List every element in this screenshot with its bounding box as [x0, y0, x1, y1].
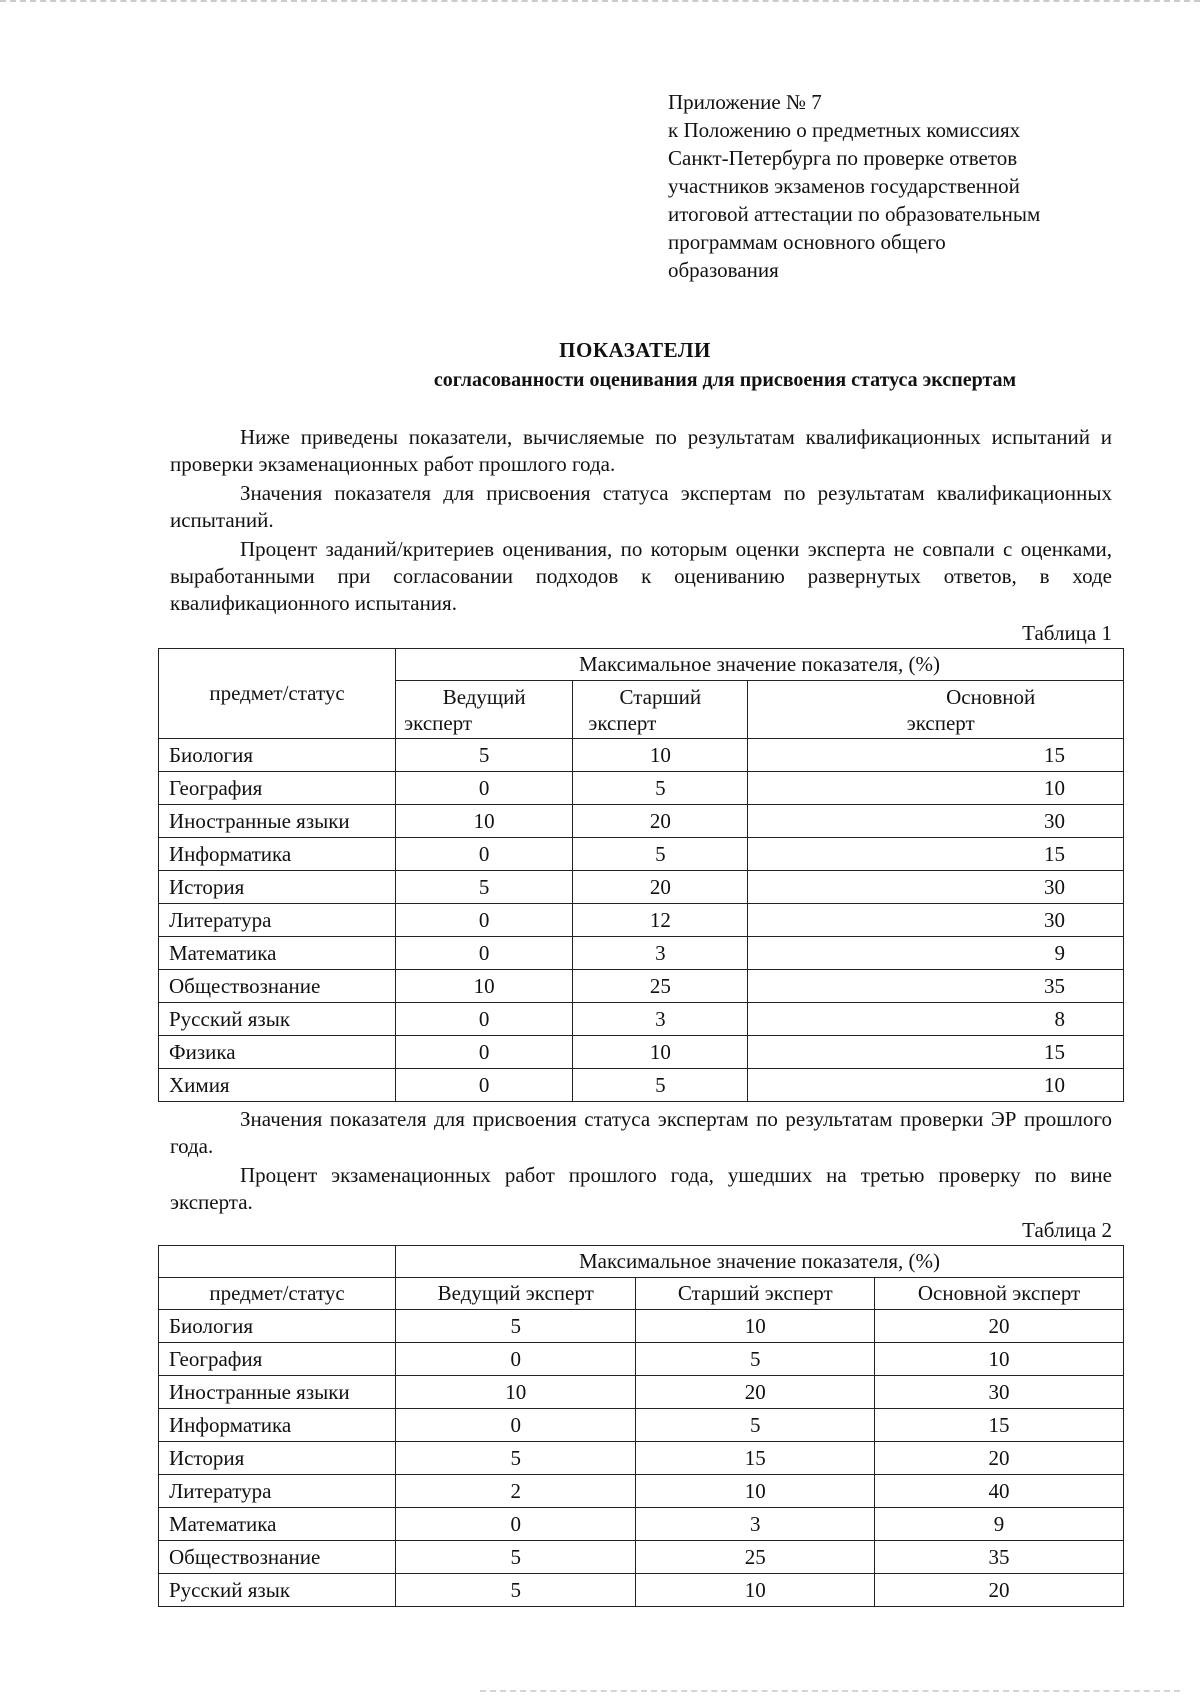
lead-value-cell: 5: [396, 871, 573, 904]
header-line: эксперт: [588, 710, 657, 735]
subject-cell: История: [159, 871, 396, 904]
senior-expert-header: Старший эксперт: [636, 1278, 875, 1310]
table-row: [159, 970, 1124, 1003]
subject-cell: Химия: [159, 1069, 396, 1102]
main-value-cell: 30: [748, 805, 1124, 838]
percent-qualification-paragraph: Процент заданий/критериев оценивания, по которым оценки эксперта не совпали с оценками, выработанными при согласовании подходов к оцениванию развернутых ответов, в ходе квалификационного испытания.: [170, 537, 1112, 615]
table1: [158, 648, 1124, 1102]
main-value-cell: 15: [875, 1409, 1124, 1442]
main-value-cell: 20: [875, 1574, 1124, 1607]
header-line: Ведущий: [442, 684, 526, 709]
senior-value-cell: 3: [573, 937, 748, 970]
appendix-line: итоговой аттестации по образовательным: [668, 202, 1041, 226]
subject-cell: Информатика: [159, 1409, 396, 1442]
group-header: Максимальное значение показателя, (%): [396, 649, 1124, 681]
main-value-cell: 15: [748, 739, 1124, 772]
main-value-cell: 10: [748, 1069, 1124, 1102]
header-line: Основной: [946, 684, 1036, 709]
senior-value-cell: 5: [573, 838, 748, 871]
table-row: [159, 739, 1124, 772]
table-row: [159, 1508, 1124, 1541]
table2-caption: Таблица 2: [1022, 1218, 1112, 1242]
appendix-line: образования: [668, 258, 779, 282]
subject-cell: География: [159, 772, 396, 805]
table1-caption: Таблица 1: [1022, 621, 1112, 645]
lead-value-cell: 5: [396, 739, 573, 772]
main-value-cell: 30: [748, 904, 1124, 937]
main-value-cell: 9: [875, 1508, 1124, 1541]
main-value-cell: 30: [748, 871, 1124, 904]
table-row: [159, 1574, 1124, 1607]
table-row: [159, 904, 1124, 937]
table-row: [159, 772, 1124, 805]
table-header-row: [159, 1278, 1124, 1310]
appendix-line: участников экзаменов государственной: [668, 174, 1020, 198]
senior-value-cell: 20: [636, 1376, 875, 1409]
senior-value-cell: 12: [573, 904, 748, 937]
lead-value-cell: 0: [396, 1343, 636, 1376]
table-row: [159, 1069, 1124, 1102]
subject-cell: География: [159, 1343, 396, 1376]
table-row: [159, 1003, 1124, 1036]
lead-value-cell: 10: [396, 805, 573, 838]
lead-value-cell: 5: [396, 1310, 636, 1343]
subject-column-header: предмет/статус: [159, 1278, 396, 1310]
senior-value-cell: 20: [573, 805, 748, 838]
subject-cell: Литература: [159, 904, 396, 937]
scan-edge-top: [0, 0, 1200, 6]
subject-cell: Математика: [159, 1508, 396, 1541]
subject-cell: Русский язык: [159, 1574, 396, 1607]
lead-value-cell: 5: [396, 1442, 636, 1475]
table-row: [159, 838, 1124, 871]
senior-expert-header: [573, 681, 748, 739]
appendix-line: Приложение № 7: [668, 90, 822, 114]
senior-value-cell: 25: [636, 1541, 875, 1574]
subject-cell: Информатика: [159, 838, 396, 871]
lead-value-cell: 0: [396, 1409, 636, 1442]
senior-value-cell: 5: [573, 1069, 748, 1102]
main-value-cell: 35: [748, 970, 1124, 1003]
lead-value-cell: 10: [396, 970, 573, 1003]
values-er-paragraph: Значения показателя для присвоения статуса экспертам по результатам проверки ЭР прошлого года.: [170, 1107, 1112, 1158]
header-line: Старший: [619, 684, 702, 709]
main-expert-header: Основной эксперт: [875, 1278, 1124, 1310]
main-value-cell: 20: [875, 1442, 1124, 1475]
senior-value-cell: 25: [573, 970, 748, 1003]
table-row: [159, 1541, 1124, 1574]
senior-value-cell: 10: [573, 1036, 748, 1069]
lead-expert-header: Ведущий эксперт: [396, 1278, 636, 1310]
subject-cell: Иностранные языки: [159, 805, 396, 838]
senior-value-cell: 20: [573, 871, 748, 904]
header-line: эксперт: [906, 710, 975, 735]
lead-value-cell: 5: [396, 1574, 636, 1607]
lead-value-cell: 0: [396, 838, 573, 871]
subject-cell: Обществознание: [159, 1541, 396, 1574]
subject-cell: Русский язык: [159, 1003, 396, 1036]
main-expert-header: [748, 681, 1124, 739]
appendix-header: [668, 88, 1138, 284]
senior-value-cell: 5: [636, 1409, 875, 1442]
lead-value-cell: 10: [396, 1376, 636, 1409]
senior-value-cell: 10: [636, 1574, 875, 1607]
table-row: [159, 805, 1124, 838]
lead-value-cell: 0: [396, 772, 573, 805]
empty-corner-cell: [159, 1246, 396, 1278]
main-value-cell: 8: [748, 1003, 1124, 1036]
lead-value-cell: 2: [396, 1475, 636, 1508]
lead-value-cell: 0: [396, 1508, 636, 1541]
main-value-cell: 9: [748, 937, 1124, 970]
lead-value-cell: 0: [396, 1003, 573, 1036]
table-header-row: [159, 1246, 1124, 1278]
senior-value-cell: 3: [636, 1508, 875, 1541]
table-row: [159, 1409, 1124, 1442]
group-header: Максимальное значение показателя, (%): [396, 1246, 1124, 1278]
intro-paragraph: Ниже приведены показатели, вычисляемые по результатам квалификационных испытаний и проверки экзаменационных работ прошлого года.: [170, 425, 1112, 476]
main-value-cell: 10: [875, 1343, 1124, 1376]
lead-value-cell: 0: [396, 1069, 573, 1102]
senior-value-cell: 10: [636, 1310, 875, 1343]
senior-value-cell: 5: [573, 772, 748, 805]
appendix-line: к Положению о предметных комиссиях: [668, 118, 1021, 142]
appendix-line: программам основного общего: [668, 230, 946, 254]
table-row: [159, 1376, 1124, 1409]
table-row: [159, 1310, 1124, 1343]
lead-value-cell: 0: [396, 904, 573, 937]
scan-edge-bottom: [480, 1690, 1180, 1696]
subject-cell: Биология: [159, 739, 396, 772]
document-subtitle: согласованности оценивания для присвоения статуса экспертам: [433, 369, 1017, 391]
table2: [158, 1245, 1124, 1607]
lead-value-cell: 0: [396, 937, 573, 970]
percent-er-paragraph: Процент экзаменационных работ прошлого года, ушедших на третью проверку по вине эксперта.: [170, 1163, 1112, 1214]
table-row: [159, 1475, 1124, 1508]
main-value-cell: 30: [875, 1376, 1124, 1409]
main-value-cell: 10: [748, 772, 1124, 805]
subject-cell: Биология: [159, 1310, 396, 1343]
senior-value-cell: 15: [636, 1442, 875, 1475]
table-row: [159, 937, 1124, 970]
main-value-cell: 20: [875, 1310, 1124, 1343]
lead-value-cell: 5: [396, 1541, 636, 1574]
senior-value-cell: 3: [573, 1003, 748, 1036]
subject-cell: История: [159, 1442, 396, 1475]
main-value-cell: 40: [875, 1475, 1124, 1508]
table-row: [159, 1442, 1124, 1475]
table-header-row: [159, 649, 1124, 681]
subject-cell: Математика: [159, 937, 396, 970]
table-row: [159, 1036, 1124, 1069]
table-row: [159, 1343, 1124, 1376]
subject-cell: Обществознание: [159, 970, 396, 1003]
appendix-line: Санкт-Петербурга по проверке ответов: [668, 146, 1018, 170]
main-value-cell: 15: [748, 1036, 1124, 1069]
subject-cell: Физика: [159, 1036, 396, 1069]
lead-expert-header: [396, 681, 573, 739]
main-value-cell: 35: [875, 1541, 1124, 1574]
subject-cell: Литература: [159, 1475, 396, 1508]
table-row: [159, 871, 1124, 904]
document-title: ПОКАЗАТЕЛИ: [559, 338, 711, 362]
main-value-cell: 15: [748, 838, 1124, 871]
values-qualification-paragraph: Значения показателя для присвоения статуса экспертам по результатам квалификационных испытаний.: [170, 481, 1112, 532]
senior-value-cell: 10: [636, 1475, 875, 1508]
subject-cell: Иностранные языки: [159, 1376, 396, 1409]
subject-column-header: предмет/статус: [159, 649, 396, 739]
senior-value-cell: 5: [636, 1343, 875, 1376]
header-line: эксперт: [404, 710, 473, 735]
lead-value-cell: 0: [396, 1036, 573, 1069]
senior-value-cell: 10: [573, 739, 748, 772]
